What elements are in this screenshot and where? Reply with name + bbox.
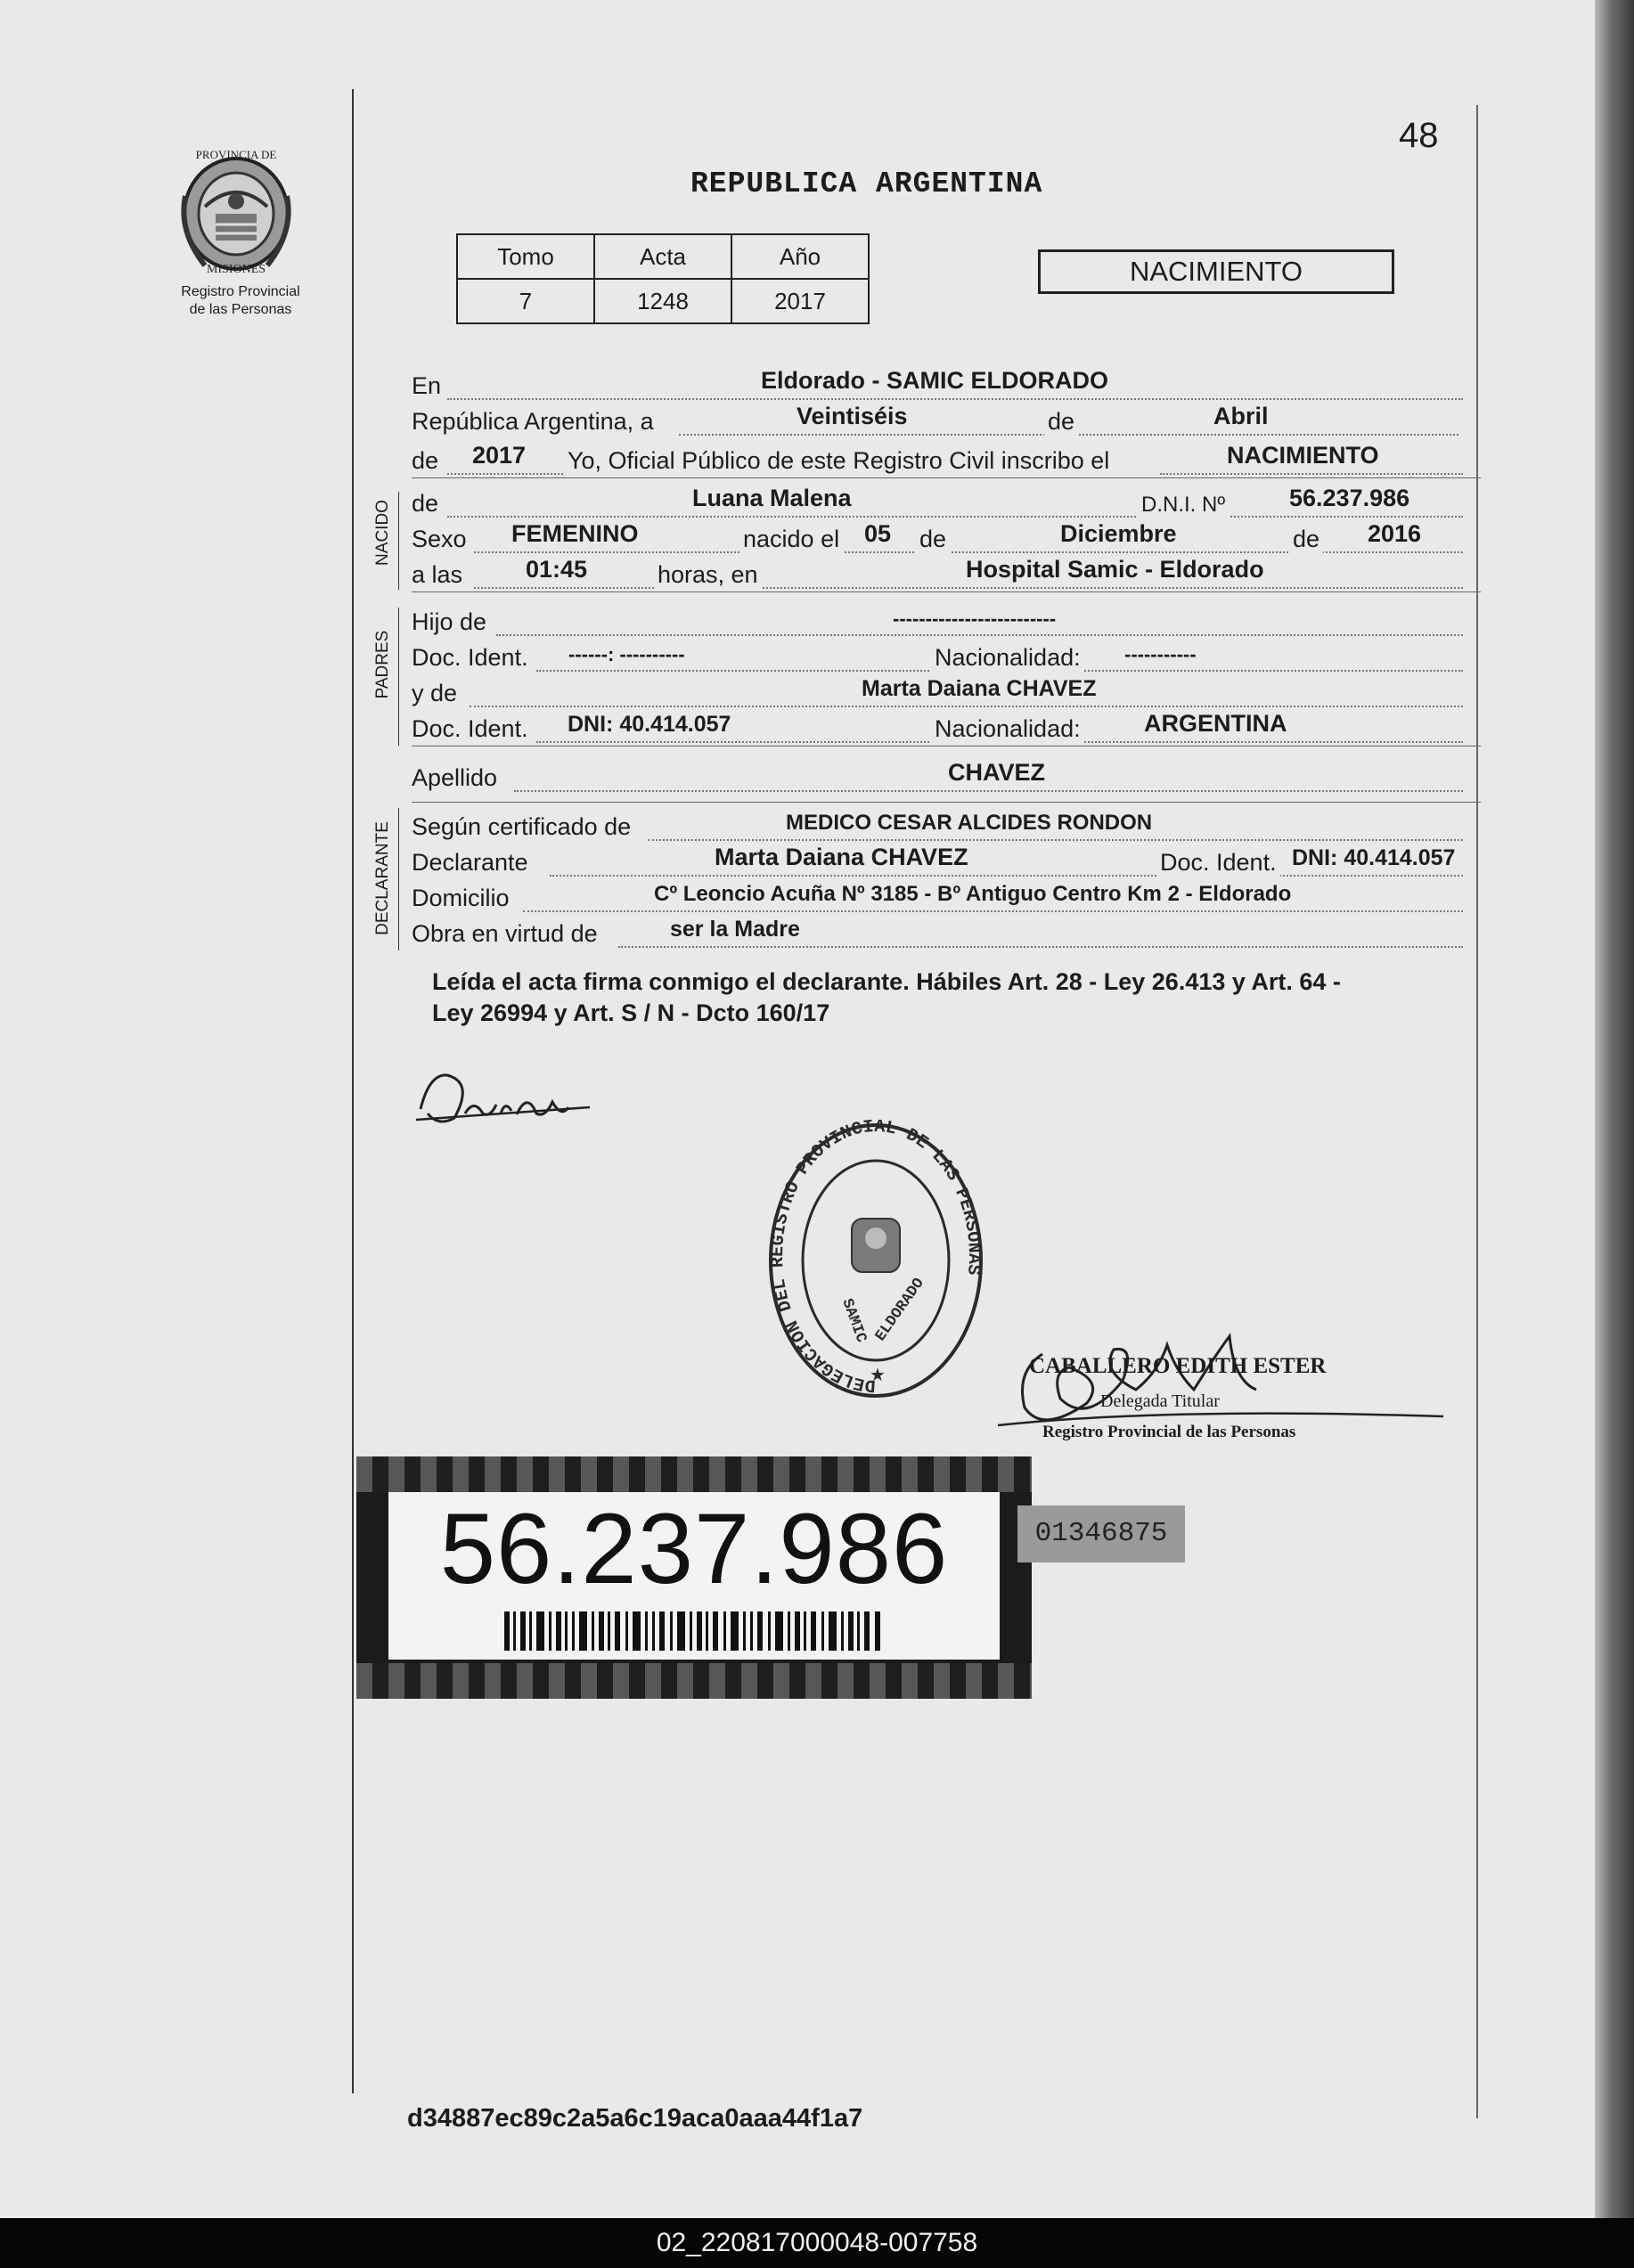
value-lugar-registro: Eldorado - SAMIC ELDORADO bbox=[761, 367, 1108, 394]
label-de-mes: de bbox=[1044, 408, 1078, 436]
misiones-coat-of-arms-logo bbox=[169, 143, 303, 276]
nacido-section-bracket bbox=[398, 492, 399, 590]
label-doc-ident-declarante: Doc. Ident. bbox=[1156, 849, 1280, 877]
label-y-de: y de bbox=[412, 680, 458, 706]
section-divider bbox=[412, 477, 1481, 478]
side-label-declarante: DECLARANTE bbox=[373, 821, 392, 935]
value-ano-nacimiento: 2016 bbox=[1368, 520, 1422, 547]
value-inscribo: NACIMIENTO bbox=[1227, 442, 1379, 469]
label-de-mes-nacimiento: de bbox=[916, 526, 950, 553]
row-certificado bbox=[412, 809, 1481, 844]
value-dia-nacimiento: 05 bbox=[864, 520, 892, 547]
value-apellido: CHAVEZ bbox=[948, 759, 1046, 786]
value-doc-declarante: DNI: 40.414.057 bbox=[1292, 845, 1456, 870]
seal-inner-top: SAMIC bbox=[837, 1296, 870, 1345]
row-apellido bbox=[412, 760, 1481, 795]
logo-top-text: PROVINCIA DE bbox=[195, 148, 277, 161]
dni-sticker bbox=[356, 1456, 1032, 1699]
label-republica: República Argentina, a bbox=[412, 408, 654, 435]
label-segun-certificado: Según certificado de bbox=[412, 813, 632, 840]
label-nacionalidad-padre: Nacionalidad: bbox=[931, 644, 1084, 672]
row-lugar-registro bbox=[412, 368, 1481, 404]
legal-text-line1: Leída el acta firma conmigo el declarante. Hábiles Art. 28 - Ley 26.413 y Art. 64 - bbox=[432, 968, 1341, 995]
sticker-label bbox=[388, 1492, 1000, 1660]
value-hora-nacimiento: 01:45 bbox=[526, 556, 588, 583]
sticker-pattern-bottom bbox=[356, 1663, 1032, 1699]
row-hijo-de bbox=[412, 604, 1481, 640]
dotted-leader bbox=[470, 706, 1463, 707]
label-apellido: Apellido bbox=[412, 764, 498, 791]
official-office: Registro Provincial de las Personas bbox=[1042, 1423, 1296, 1441]
legal-text-line2: Ley 26994 y Art. S / N - Dcto 160/17 bbox=[432, 999, 830, 1026]
dotted-leader bbox=[550, 875, 1463, 877]
value-obra-en-virtud: ser la Madre bbox=[670, 917, 800, 942]
dotted-leader bbox=[1160, 473, 1463, 475]
official-seal-stamp bbox=[764, 1114, 987, 1407]
dotted-leader bbox=[496, 634, 1463, 636]
seal-inner-bottom: ELDORADO bbox=[872, 1275, 928, 1345]
value-dni-nacido: 56.237.986 bbox=[1289, 485, 1410, 511]
row-doc-padre bbox=[412, 640, 1481, 675]
value-sexo: FEMENINO bbox=[511, 520, 639, 547]
meta-value-acta: 1248 bbox=[594, 279, 731, 323]
label-horas-en: horas, en bbox=[654, 561, 762, 589]
dotted-leader bbox=[523, 910, 1463, 912]
value-domicilio: Cº Leoncio Acuña Nº 3185 - Bº Antiguo Centro Km 2 - Eldorado bbox=[654, 882, 1292, 906]
value-nac-madre: ARGENTINA bbox=[1144, 710, 1287, 737]
value-nac-padre: ----------- bbox=[1124, 643, 1197, 665]
row-hora-lugar-nacimiento bbox=[412, 557, 1481, 592]
section-divider bbox=[412, 802, 1481, 803]
value-ano-registro: 2017 bbox=[472, 442, 527, 469]
row-sexo-nacimiento bbox=[412, 521, 1481, 557]
label-nacido-de: de bbox=[412, 490, 439, 517]
side-label-nacido: NACIDO bbox=[373, 500, 392, 566]
label-declarante: Declarante bbox=[412, 849, 528, 876]
logo-bottom-text: MISIONES bbox=[206, 263, 266, 276]
meta-value-tomo: 7 bbox=[457, 279, 594, 323]
value-madre: Marta Daiana CHAVEZ bbox=[862, 676, 1097, 701]
side-label-padres: PADRES bbox=[373, 630, 392, 699]
row-madre bbox=[412, 675, 1481, 711]
value-doc-madre: DNI: 40.414.057 bbox=[568, 712, 731, 737]
label-obra-en-virtud: Obra en virtud de bbox=[412, 920, 598, 947]
label-inscribo: Yo, Oficial Público de este Registro Civil inscribo el bbox=[568, 447, 1110, 474]
dotted-leader bbox=[514, 790, 1463, 792]
row-declarante bbox=[412, 844, 1481, 880]
page-number: 48 bbox=[1399, 116, 1439, 155]
dotted-leader bbox=[648, 839, 1463, 841]
value-lugar-nacimiento: Hospital Samic - Eldorado bbox=[966, 556, 1264, 583]
padres-section-bracket bbox=[398, 608, 399, 746]
document-type-box: NACIMIENTO bbox=[1038, 249, 1394, 294]
value-doc-padre: ------: ---------- bbox=[568, 643, 685, 665]
dotted-leader bbox=[447, 398, 1463, 400]
logo-caption bbox=[151, 283, 330, 319]
row-fecha-registro bbox=[412, 404, 1481, 439]
row-obra-en-virtud bbox=[412, 916, 1481, 951]
dotted-leader bbox=[618, 946, 1463, 948]
row-nombre-nacido bbox=[412, 485, 1481, 521]
label-de-ano-nacimiento: de bbox=[1289, 526, 1323, 553]
seal-star-icon: ★ bbox=[870, 1366, 886, 1385]
row-domicilio bbox=[412, 880, 1481, 916]
paper-edge-shadow bbox=[1595, 0, 1634, 2218]
declarant-signature bbox=[412, 1065, 608, 1136]
label-nacido-el: nacido el bbox=[739, 526, 843, 553]
row-doc-madre bbox=[412, 711, 1481, 746]
label-domicilio: Domicilio bbox=[412, 885, 510, 911]
official-signature bbox=[989, 1318, 1452, 1479]
value-padre: ------------------------- bbox=[893, 608, 1057, 630]
document-title: REPUBLICA ARGENTINA bbox=[690, 167, 1043, 200]
value-certificado: MEDICO CESAR ALCIDES RONDON bbox=[786, 811, 1153, 835]
dotted-leader bbox=[447, 516, 1463, 518]
official-name: CABALLERO EDITH ESTER bbox=[1029, 1354, 1327, 1378]
section-divider bbox=[412, 591, 1481, 592]
row-inscripcion bbox=[412, 443, 1481, 478]
label-doc-ident-madre: Doc. Ident. bbox=[412, 715, 528, 742]
label-nacionalidad-madre: Nacionalidad: bbox=[931, 715, 1084, 743]
value-dia-registro: Veintiséis bbox=[797, 403, 908, 429]
dotted-leader bbox=[474, 587, 1463, 589]
meta-header-acta: Acta bbox=[594, 234, 731, 279]
declarante-section-bracket bbox=[398, 808, 399, 950]
sticker-pattern-top bbox=[356, 1456, 1032, 1492]
label-sexo: Sexo bbox=[412, 526, 467, 552]
label-a-las: a las bbox=[412, 561, 463, 588]
label-dni: D.N.I. Nº bbox=[1138, 493, 1229, 518]
label-doc-ident-padre: Doc. Ident. bbox=[412, 644, 528, 671]
tomo-acta-ano-table bbox=[456, 233, 870, 324]
label-hijo-de: Hijo de bbox=[412, 608, 487, 635]
logo-caption-line1: Registro Provincial bbox=[181, 284, 300, 299]
value-mes-nacimiento: Diciembre bbox=[1060, 520, 1177, 547]
sticker-serial-number: 01346875 bbox=[1017, 1505, 1185, 1562]
dotted-leader bbox=[447, 473, 563, 475]
meta-header-ano: Año bbox=[731, 234, 869, 279]
left-margin-line bbox=[352, 89, 354, 2093]
sticker-id-number: 56.237.986 bbox=[439, 1493, 949, 1604]
value-mes-registro: Abril bbox=[1213, 403, 1269, 429]
value-declarante: Marta Daiana CHAVEZ bbox=[715, 844, 968, 870]
document-hash: d34887ec89c2a5a6c19aca0aaa44f1a7 bbox=[407, 2104, 863, 2133]
label-en: En bbox=[412, 372, 442, 399]
meta-value-ano: 2017 bbox=[731, 279, 869, 323]
label-de-ano: de bbox=[412, 447, 439, 474]
official-role: Delegada Titular bbox=[1100, 1391, 1220, 1411]
logo-caption-line2: de las Personas bbox=[189, 302, 292, 317]
meta-header-tomo: Tomo bbox=[457, 234, 594, 279]
legal-text bbox=[432, 967, 1475, 1029]
value-nombre-nacido: Luana Malena bbox=[692, 485, 852, 511]
seal-ring-text: DELEGACION DEL REGISTRO PROVINCIAL DE LAS PERSONAS bbox=[767, 1116, 984, 1396]
barcode-icon bbox=[504, 1611, 884, 1651]
scan-filename-caption: 02_220817000048-007758 bbox=[0, 2218, 1634, 2268]
